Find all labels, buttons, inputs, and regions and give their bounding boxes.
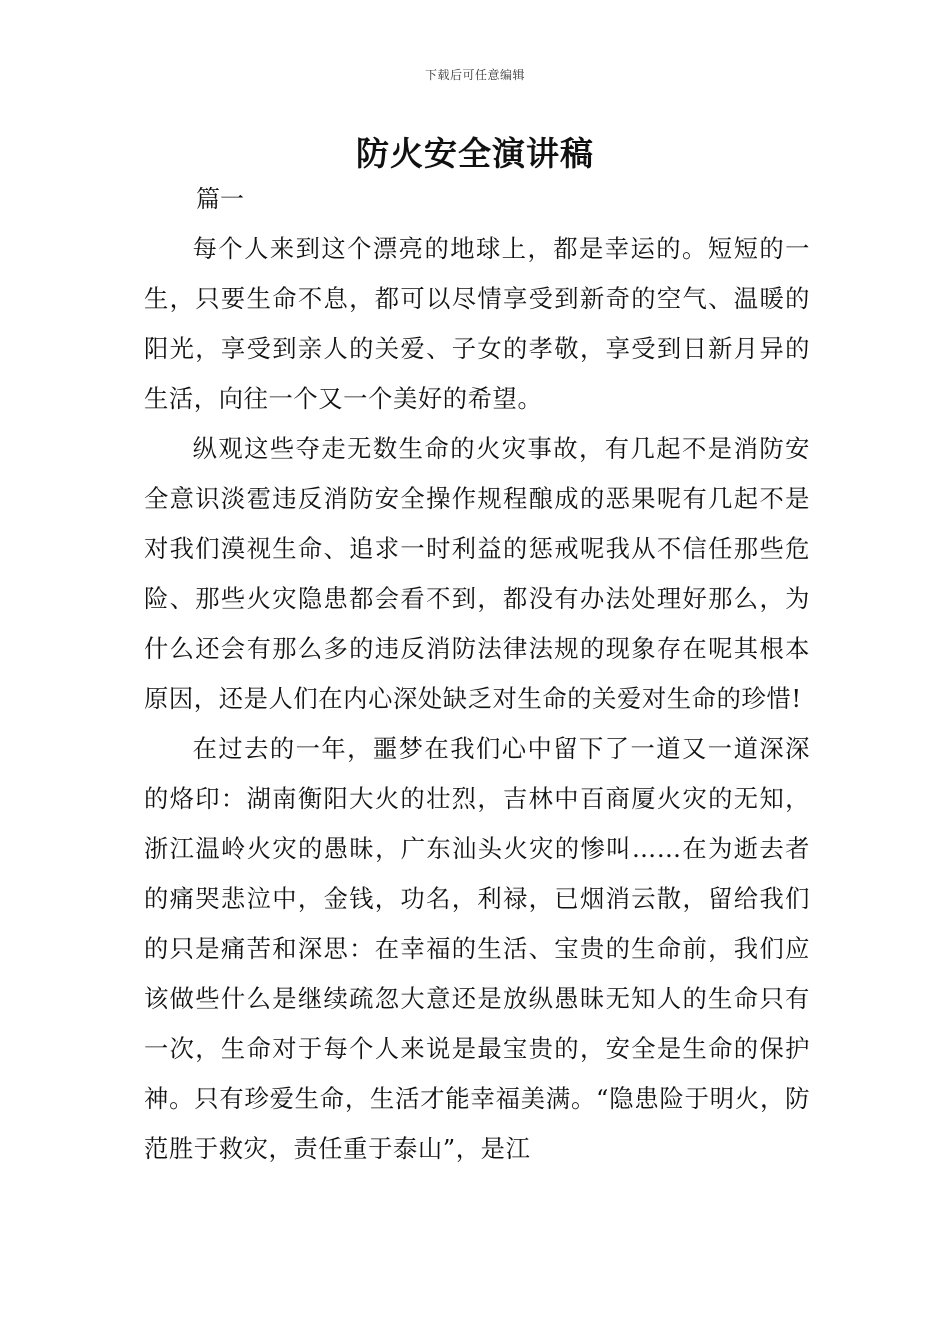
- paragraph: 在过去的一年，噩梦在我们心中留下了一道又一道深深的烙印：湖南衡阳大火的壮烈，吉林中百商厦火灾的无知，浙江温岭火灾的愚昧，广东汕头火灾的惨叫……在为逝去者的痛哭悲泣中，金钱，功名，利禄，已烟消云散，留给我们的只是痛苦和深思：在幸福的生活、宝贵的生命前，我们应该做些什么是继续疏忽大意还是放纵愚昧无知人的生命只有一次，生命对于每个人来说是最宝贵的，安全是生命的保护神。只有珍爱生命，生活才能幸福美满。“隐患险于明火，防范胜于救灾，责任重于泰山”，是江: [144, 734, 810, 1163]
- paragraph: 每个人来到这个漂亮的地球上，都是幸运的。短短的一生，只要生命不息，都可以尽情享受到新奇的空气、温暖的阳光，享受到亲人的关爱、子女的孝敬，享受到日新月异的生活，向往一个又一个美好的希望。: [144, 234, 810, 413]
- section-label: 篇一: [196, 185, 244, 213]
- body-text: [144, 224, 810, 1174]
- document-title: 防火安全演讲稿: [356, 134, 594, 173]
- paragraph: 纵观这些夺走无数生命的火灾事故，有几起不是消防安全意识淡雹违反消防安全操作规程酿成的恶果呢有几起不是对我们漠视生命、追求一时利益的惩戒呢我从不信任那些危险、那些火灾隐患都会看不到，都没有办法处理好那么，为什么还会有那么多的违反消防法律法规的现象存在呢其根本原因，还是人们在内心深处缺乏对生命的关爱对生命的珍惜!: [144, 434, 810, 713]
- header-note: 下载后可任意编辑: [424, 68, 525, 82]
